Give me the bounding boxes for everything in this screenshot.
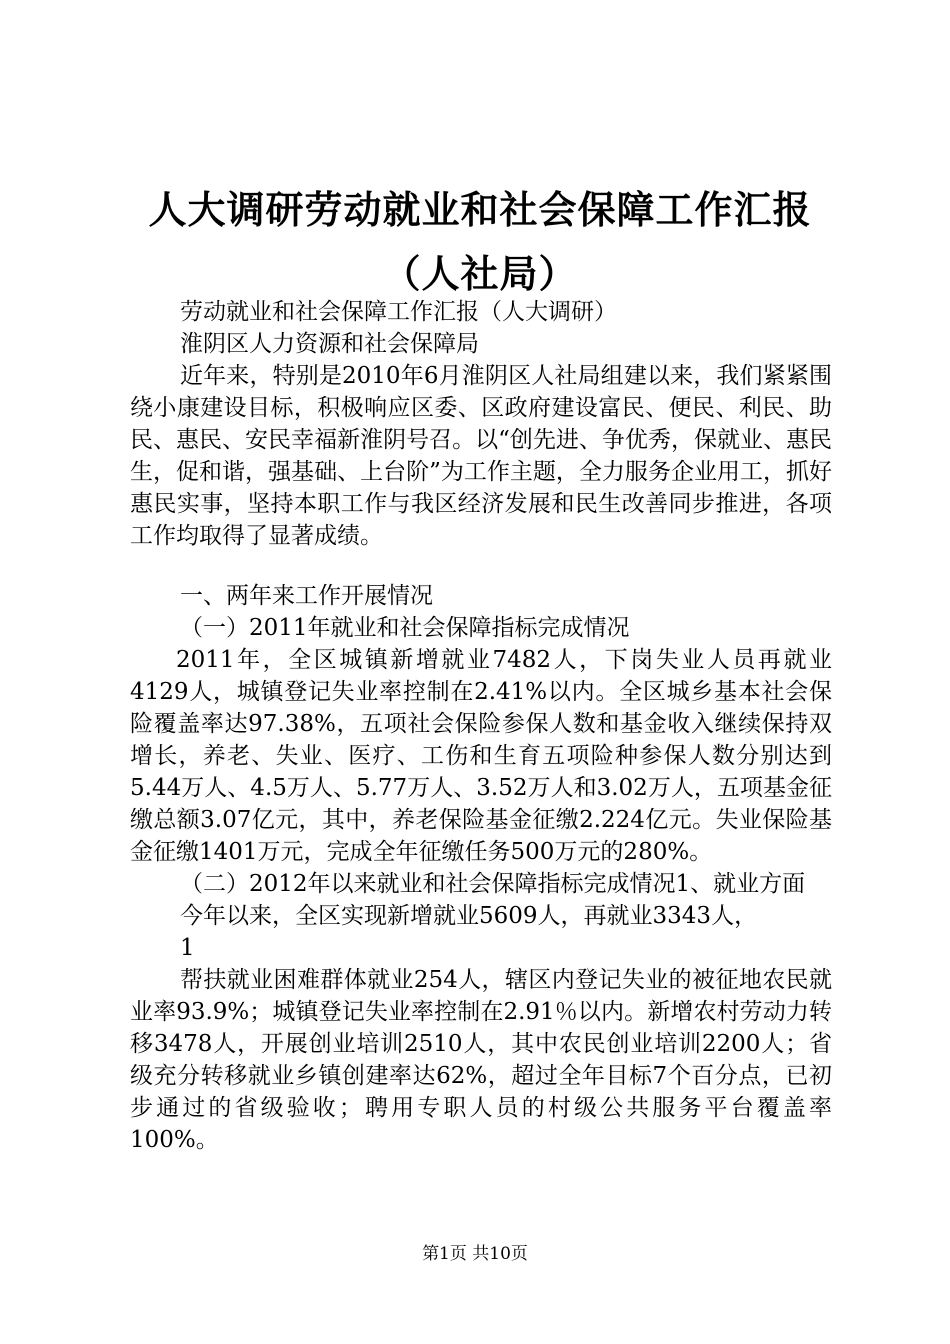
intro-paragraph: 近年来，特别是2010年6月淮阴区人社局组建以来，我们紧紧围绕小康建设目标，积极响应区委、区政府建设富民、便民、利民、助民、惠民、安民幸福新淮阴号召。以“创先进、争优秀，保就业、惠民生，促和谐，强基础、上台阶”为工作主题，全力服务企业用工，抓好惠民实事，坚持本职工作与我区经济发展和民生改善同步推进，各项工作均取得了显著成绩。 (130, 363, 832, 549)
paragraph-2012-employment: 今年以来，全区实现新增就业5609人，再就业3343人， (180, 903, 758, 929)
document-body (130, 296, 832, 1156)
paragraph-spacer (130, 552, 832, 580)
section-heading: 一、两年来工作开展情况 (180, 583, 433, 609)
subsection-heading-2011: （一）2011年就业和社会保障指标完成情况 (180, 615, 630, 641)
report-author: 淮阴区人力资源和社会保障局 (180, 331, 479, 357)
inline-page-marker: 1 (180, 935, 195, 961)
document-title: 人大调研劳动就业和社会保障工作汇报（人社局） (148, 187, 812, 296)
page-footer: 第1页 共10页 (422, 1244, 528, 1264)
paragraph-2012-details: 帮扶就业困难群体就业254人，辖区内登记失业的被征地农民就业率93.9%；城镇登记失业率控制在2.91％以内。新增农村劳动力转移3478人，开展创业培训2510人，其中农民创业培训2200人；省级充分转移就业乡镇创建率达62%，超过全年目标7个百分点，已初步通过的省级验收；聘用专职人员的村级公共服务平台覆盖率100%。 (130, 967, 832, 1153)
subsection-heading-2012: （二）2012年以来就业和社会保障指标完成情况1、就业方面 (180, 871, 806, 897)
report-subtitle: 劳动就业和社会保障工作汇报（人大调研） (180, 299, 617, 325)
paragraph-2011-stats: 2011年，全区城镇新增就业7482人，下岗失业人员再就业4129人，城镇登记失业率控制在2.41%以内。全区城乡基本社会保险覆盖率达97.38%，五项社会保险参保人数和基金收入继续保持双增长，养老、失业、医疗、工伤和生育五项险种参保人数分别达到5.44万人、4.5万人、5.77万人、3.52万人和3.02万人，五项基金征缴总额3.07亿元，其中，养老保险基金征缴2.224亿元。失业保险基金征缴1401万元，完成全年征缴任务500万元的280%。 (130, 647, 832, 865)
